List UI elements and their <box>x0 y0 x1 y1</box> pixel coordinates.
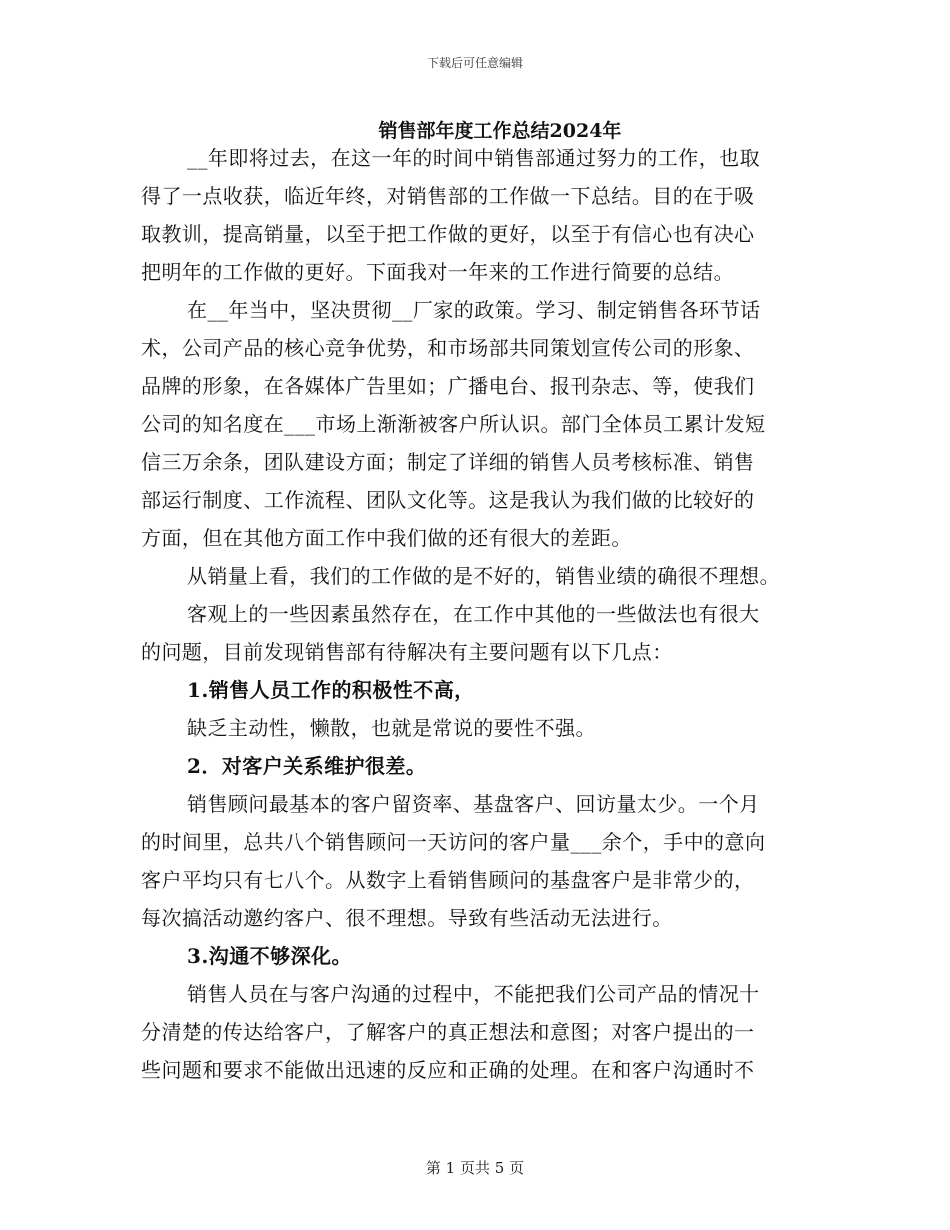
section-heading: 2．对客户关系维护很差。 <box>187 754 427 778</box>
paragraph-line: 缺乏主动性，懒散，也就是常说的要性不强。 <box>187 716 596 740</box>
page-number-footer: 第 1 页共 5 页 <box>425 1159 525 1177</box>
paragraph-line: 客户平均只有七八个。从数字上看销售顾问的基盘客户是非常少的， <box>141 868 755 892</box>
paragraph-line: 每次搞活动邀约客户、很不理想。导致有些活动无法进行。 <box>141 906 673 930</box>
paragraph-line: 从销量上看，我们的工作做的是不好的，销售业绩的确很不理想。 <box>187 564 781 588</box>
paragraph-line: 公司的知名度在___市场上渐渐被客户所认识。部门全体员工累计发短 <box>141 412 766 436</box>
paragraph-line: 客观上的一些因素虽然存在，在工作中其他的一些做法也有很大 <box>187 602 760 626</box>
paragraph-line: 销售顾问最基本的客户留资率、基盘客户、回访量太少。一个月 <box>187 792 760 816</box>
section-heading: 1.销售人员工作的积极性不高， <box>187 678 475 702</box>
paragraph-line: 部运行制度、工作流程、团队文化等。这是我认为我们做的比较好的 <box>141 488 755 512</box>
paragraph-line: 分清楚的传达给客户，了解客户的真正想法和意图；对客户提出的一 <box>141 1020 755 1044</box>
paragraph-line: 信三万余条，团队建设方面；制定了详细的销售人员考核标准、销售 <box>141 450 755 474</box>
paragraph-line: 得了一点收获，临近年终，对销售部的工作做一下总结。目的在于吸 <box>141 184 755 208</box>
paragraph-line: 在__年当中，坚决贯彻__厂家的政策。学习、制定销售各环节话 <box>187 298 761 322</box>
paragraph-line: 取教训，提高销量，以至于把工作做的更好，以至于有信心也有决心 <box>141 222 755 246</box>
paragraph-line: 销售人员在与客户沟通的过程中，不能把我们公司产品的情况十 <box>187 982 760 1006</box>
paragraph-line: 品牌的形象，在各媒体广告里如；广播电台、报刊杂志、等，使我们 <box>141 374 755 398</box>
section-heading: 3.沟通不够深化。 <box>187 944 352 968</box>
paragraph-line: 术，公司产品的核心竞争优势，和市场部共同策划宣传公司的形象、 <box>141 336 755 360</box>
paragraph-line: 些问题和要求不能做出迅速的反应和正确的处理。在和客户沟通时不 <box>141 1058 755 1082</box>
paragraph-line: 把明年的工作做的更好。下面我对一年来的工作进行简要的总结。 <box>141 260 735 284</box>
document-title: 销售部年度工作总结2024年 <box>378 120 622 142</box>
header-note: 下载后可任意编辑 <box>426 56 523 70</box>
paragraph-line: __年即将过去，在这一年的时间中销售部通过努力的工作，也取 <box>187 146 761 170</box>
paragraph-line: 的时间里，总共八个销售顾问一天访问的客户量___余个，手中的意向 <box>141 830 766 854</box>
paragraph-line: 方面，但在其他方面工作中我们做的还有很大的差距。 <box>141 526 632 550</box>
paragraph-line: 的问题，目前发现销售部有待解决有主要问题有以下几点： <box>141 640 673 664</box>
